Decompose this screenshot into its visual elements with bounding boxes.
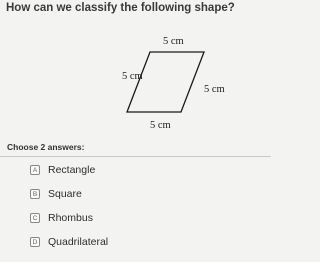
- choice-a[interactable]: [30, 160, 230, 180]
- choice-label: Rectangle: [48, 164, 96, 176]
- choice-label: Rhombus: [48, 212, 93, 224]
- label-right: 5 cm: [204, 84, 225, 95]
- label-left: 5 cm: [122, 71, 143, 82]
- choice-d[interactable]: [30, 232, 230, 252]
- choice-c[interactable]: [30, 208, 230, 228]
- choice-letter-box: B: [30, 189, 40, 199]
- label-bottom: 5 cm: [150, 120, 171, 131]
- label-top: 5 cm: [163, 36, 184, 47]
- rhombus-shape: [127, 52, 204, 112]
- answer-prompt: Choose 2 answers:: [7, 142, 85, 152]
- choice-letter-box: A: [30, 165, 40, 175]
- question-text: How can we classify the following shape?: [6, 2, 235, 14]
- choice-label: Square: [48, 188, 82, 200]
- choice-letter-box: D: [30, 237, 40, 247]
- choice-letter-box: C: [30, 213, 40, 223]
- choice-b[interactable]: [30, 184, 230, 204]
- divider: [0, 156, 271, 157]
- rhombus-figure: [0, 0, 271, 140]
- choice-label: Quadrilateral: [48, 236, 109, 248]
